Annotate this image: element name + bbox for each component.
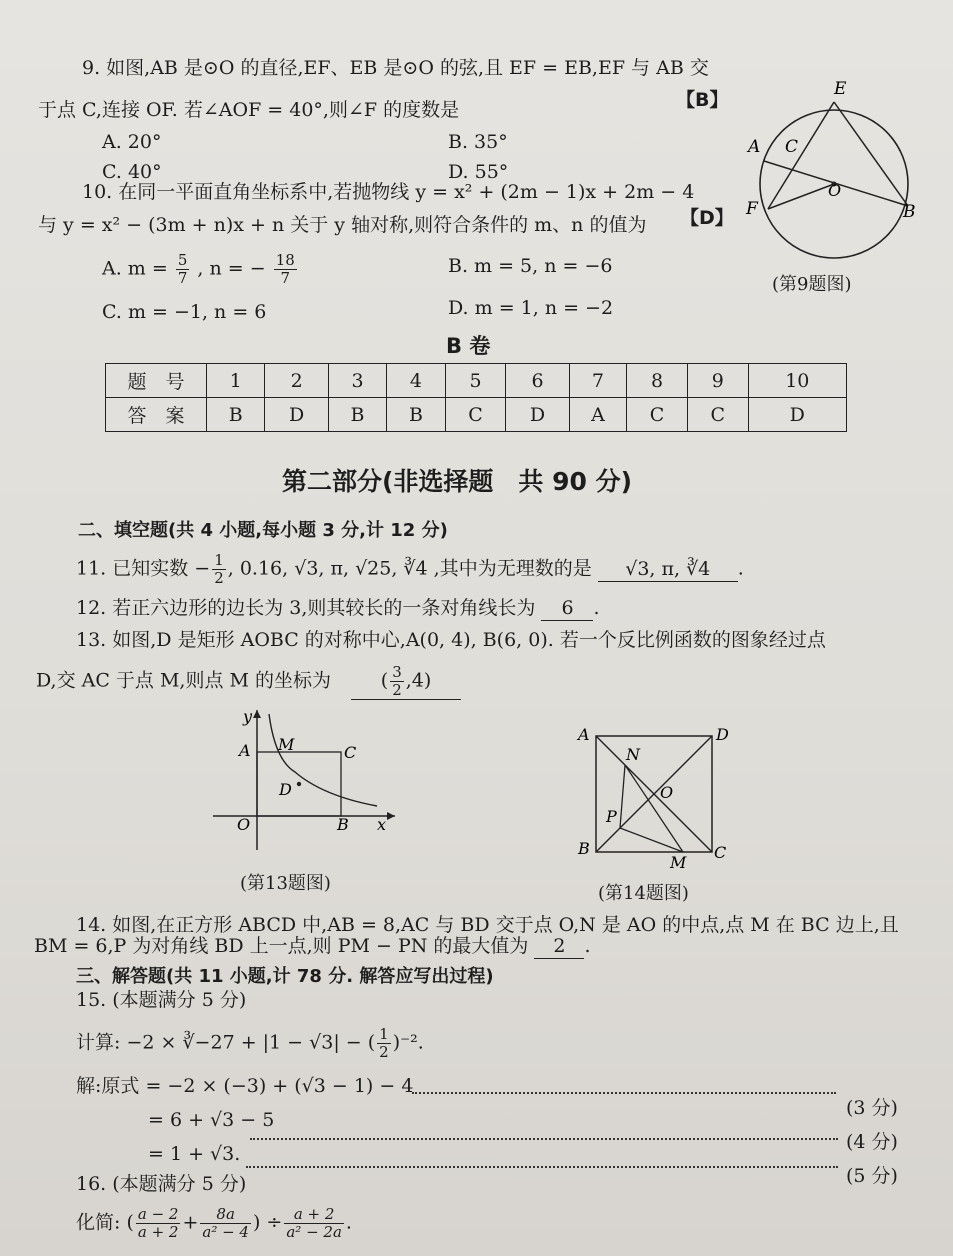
q9-option-b: B. 35° <box>448 131 508 153</box>
q15-solution-line2: = 6 + √3 − 5 <box>148 1109 275 1131</box>
q14-answer: 2 <box>534 934 584 959</box>
q10-a-frac1-num: 5 <box>177 251 188 269</box>
table-cell: B <box>207 398 265 432</box>
label-c: C <box>714 843 727 862</box>
table-cell: 3 <box>328 364 386 398</box>
q13-answer-den: 2 <box>392 681 402 699</box>
label-a: A <box>239 741 251 760</box>
table-cell: 8 <box>627 364 688 398</box>
label-b: B <box>903 202 916 222</box>
solve-section-title: 三、解答题(共 11 小题,计 78 分. 解答应写出过程) <box>76 966 494 987</box>
table-cell: 1 <box>207 364 265 398</box>
q9-option-a: A. 20° <box>102 131 162 153</box>
q12-text: 12. 若正六边形的边长为 3,则其较长的一条对角线长为 <box>76 597 536 619</box>
leader-dots <box>250 1138 838 1140</box>
segment-nm <box>625 765 683 852</box>
table-cell: B <box>387 398 445 432</box>
part2-title: 第二部分(非选择题 共 90 分) <box>282 467 633 496</box>
q13-answer-num: 3 <box>392 663 402 681</box>
q14-caption: (第14题图) <box>598 883 689 904</box>
q16-end: . <box>345 1211 352 1234</box>
q10-a-frac2-num: 18 <box>275 251 295 269</box>
q10-option-d: D. m = 1, n = −2 <box>448 297 614 319</box>
q14-line1: 14. 如图,在正方形 ABCD 中,AB = 8,AC 与 BD 交于点 O,N 是 AO 的中点,点 M 在 BC 边上,且 <box>76 914 899 936</box>
q13-caption: (第13题图) <box>240 873 331 894</box>
q11-frac-den: 2 <box>214 569 224 587</box>
q10-option-a <box>102 252 299 287</box>
table-cell: A <box>569 398 627 432</box>
table-row <box>106 398 847 432</box>
q16-frac1-den: a + 2 <box>137 1223 179 1241</box>
q15-score3: (5 分) <box>846 1165 898 1187</box>
q15-calc-num: 1 <box>379 1025 389 1043</box>
chord-eb <box>834 102 908 206</box>
label-d: D <box>716 725 729 744</box>
table-cell: 6 <box>506 364 569 398</box>
q16-expression <box>76 1206 352 1241</box>
label-c: C <box>785 137 799 157</box>
label-m: M <box>278 735 295 754</box>
q15-score1: (3 分) <box>846 1097 898 1119</box>
q10-option-b: B. m = 5, n = −6 <box>448 255 613 277</box>
point-d <box>297 782 301 786</box>
table-cell: D <box>506 398 569 432</box>
q11-prefix: 11. 已知实数 − <box>76 557 211 580</box>
q16-title: 16. (本题满分 5 分) <box>76 1173 247 1195</box>
q11-frac <box>212 552 226 587</box>
segment-of <box>768 184 834 209</box>
q15-solution-line3: = 1 + √3. <box>148 1143 241 1165</box>
table-cell: D <box>748 398 846 432</box>
leader-dots <box>246 1166 838 1168</box>
q16-frac2-num: 8a <box>200 1206 251 1224</box>
q9-line1: 9. 如图,AB 是⊙O 的直径,EF、EB 是⊙O 的弦,且 EF = EB,EF 与 AB 交 <box>82 57 709 79</box>
label-m: M <box>670 853 687 872</box>
q16-plus: + <box>182 1211 199 1234</box>
q10-a-mid: , n = − <box>197 257 266 280</box>
q16-frac2 <box>200 1206 251 1241</box>
q11-frac-num: 1 <box>214 551 224 569</box>
label-o: O <box>237 815 251 834</box>
q16-frac3-num: a + 2 <box>284 1206 344 1224</box>
label-b: B <box>578 839 590 858</box>
label-a: A <box>748 137 761 157</box>
q12-end: . <box>593 597 600 619</box>
q9-caption: (第9题图) <box>772 274 852 295</box>
label-d: D <box>279 780 292 799</box>
q15-calc <box>76 1026 424 1061</box>
q10-a-frac2 <box>274 252 297 287</box>
q13-figure <box>205 700 405 860</box>
segment-pm <box>620 828 683 852</box>
q14-text: BM = 6,P 为对角线 BD 上一点,则 PM − PN 的最大值为 <box>34 935 529 957</box>
table-cell: C <box>627 398 688 432</box>
label-f: F <box>746 199 758 219</box>
q16-prefix: 化简: ( <box>76 1211 134 1234</box>
q13-text: D,交 AC 于点 M,则点 M 的坐标为 <box>36 669 332 692</box>
table-cell: D <box>265 398 328 432</box>
section-b-title: B 卷 <box>446 334 491 358</box>
q14-line2 <box>34 934 591 959</box>
label-a: A <box>578 725 590 744</box>
q10-a-prefix: A. m = <box>102 257 168 280</box>
q13-line2 <box>36 664 461 700</box>
q11 <box>76 552 744 587</box>
q15-calc-den: 2 <box>379 1043 389 1061</box>
table-cell: 5 <box>445 364 506 398</box>
q11-text: , 0.16, √3, π, √25, ∛4 ,其中为无理数的是 <box>227 557 592 580</box>
q16-frac1 <box>136 1206 181 1241</box>
label-p: P <box>606 807 617 826</box>
q15-calc-end: )⁻². <box>392 1031 424 1054</box>
q10-a-frac1 <box>176 252 190 287</box>
table-cell: 7 <box>569 364 627 398</box>
q9-answer: 【B】 <box>676 89 729 111</box>
q13-answer-frac <box>390 664 404 699</box>
label-e: E <box>834 79 847 99</box>
q14-end: . <box>584 935 591 957</box>
q12 <box>76 596 600 621</box>
table-row <box>106 364 847 398</box>
label-b: B <box>337 815 349 834</box>
q14-figure <box>570 722 750 872</box>
q15-calc-text: 计算: −2 × ∛−27 + |1 − √3| − ( <box>76 1031 376 1054</box>
label-o: O <box>828 181 842 200</box>
table-cell: C <box>687 398 748 432</box>
q10-a-frac1-den: 7 <box>177 269 188 287</box>
q9-line2: 于点 C,连接 OF. 若∠AOF = 40°,则∠F 的度数是 <box>38 99 460 121</box>
segment-np <box>620 765 625 828</box>
row-label: 答 案 <box>106 398 207 432</box>
table-cell: 10 <box>748 364 846 398</box>
table-cell: C <box>445 398 506 432</box>
q11-end: . <box>737 557 744 580</box>
table-cell: 4 <box>387 364 445 398</box>
label-c: C <box>344 743 357 762</box>
answer-table <box>105 363 847 432</box>
table-cell: 2 <box>265 364 328 398</box>
q13-line1: 13. 如图,D 是矩形 AOBC 的对称中心,A(0, 4), B(6, 0). 若一个反比例函数的图象经过点 <box>76 629 826 651</box>
q9-option-d: D. 55° <box>448 161 509 183</box>
x-axis-arrow <box>387 812 395 820</box>
q16-frac3-den: a² − 2a <box>286 1223 342 1241</box>
q16-frac3 <box>284 1206 344 1241</box>
q16-frac2-den: a² − 4 <box>202 1223 249 1241</box>
q10-answer: 【D】 <box>680 207 734 229</box>
q15-calc-frac <box>377 1026 391 1061</box>
q10-a-frac2-den: 7 <box>280 269 291 287</box>
q15-solution-line1: 解:原式 = −2 × (−3) + (√3 − 1) − 4 <box>76 1075 414 1097</box>
q15-title: 15. (本题满分 5 分) <box>76 989 247 1011</box>
q10-option-c: C. m = −1, n = 6 <box>102 301 267 323</box>
q9-option-c: C. 40° <box>102 161 162 183</box>
q15-score2: (4 分) <box>846 1131 898 1153</box>
q13-answer-open: ( <box>380 669 389 692</box>
row-label: 题 号 <box>106 364 207 398</box>
fill-section-title: 二、填空题(共 4 小题,每小题 3 分,计 12 分) <box>78 520 448 541</box>
table-cell: 9 <box>687 364 748 398</box>
label-y: y <box>243 707 253 726</box>
q9-figure <box>740 74 930 264</box>
q13-answer-close: ,4) <box>405 669 432 692</box>
q11-answer: √3, π, ∛4 <box>598 557 738 582</box>
q13-answer <box>351 664 461 700</box>
q16-frac1-num: a − 2 <box>137 1205 179 1223</box>
q16-divide: ) ÷ <box>252 1211 283 1234</box>
leader-dots <box>412 1092 836 1094</box>
label-n: N <box>626 745 640 764</box>
label-x: x <box>377 815 387 834</box>
y-axis-arrow <box>253 710 261 718</box>
label-o: O <box>660 783 674 802</box>
q10-line1: 10. 在同一平面直角坐标系中,若抛物线 y = x² + (2m − 1)x + 2m − 4 <box>82 181 695 203</box>
q10-line2: 与 y = x² − (3m + n)x + n 关于 y 轴对称,则符合条件的 m、n 的值为 <box>38 214 647 236</box>
q12-answer: 6 <box>541 596 593 621</box>
table-cell: B <box>328 398 386 432</box>
